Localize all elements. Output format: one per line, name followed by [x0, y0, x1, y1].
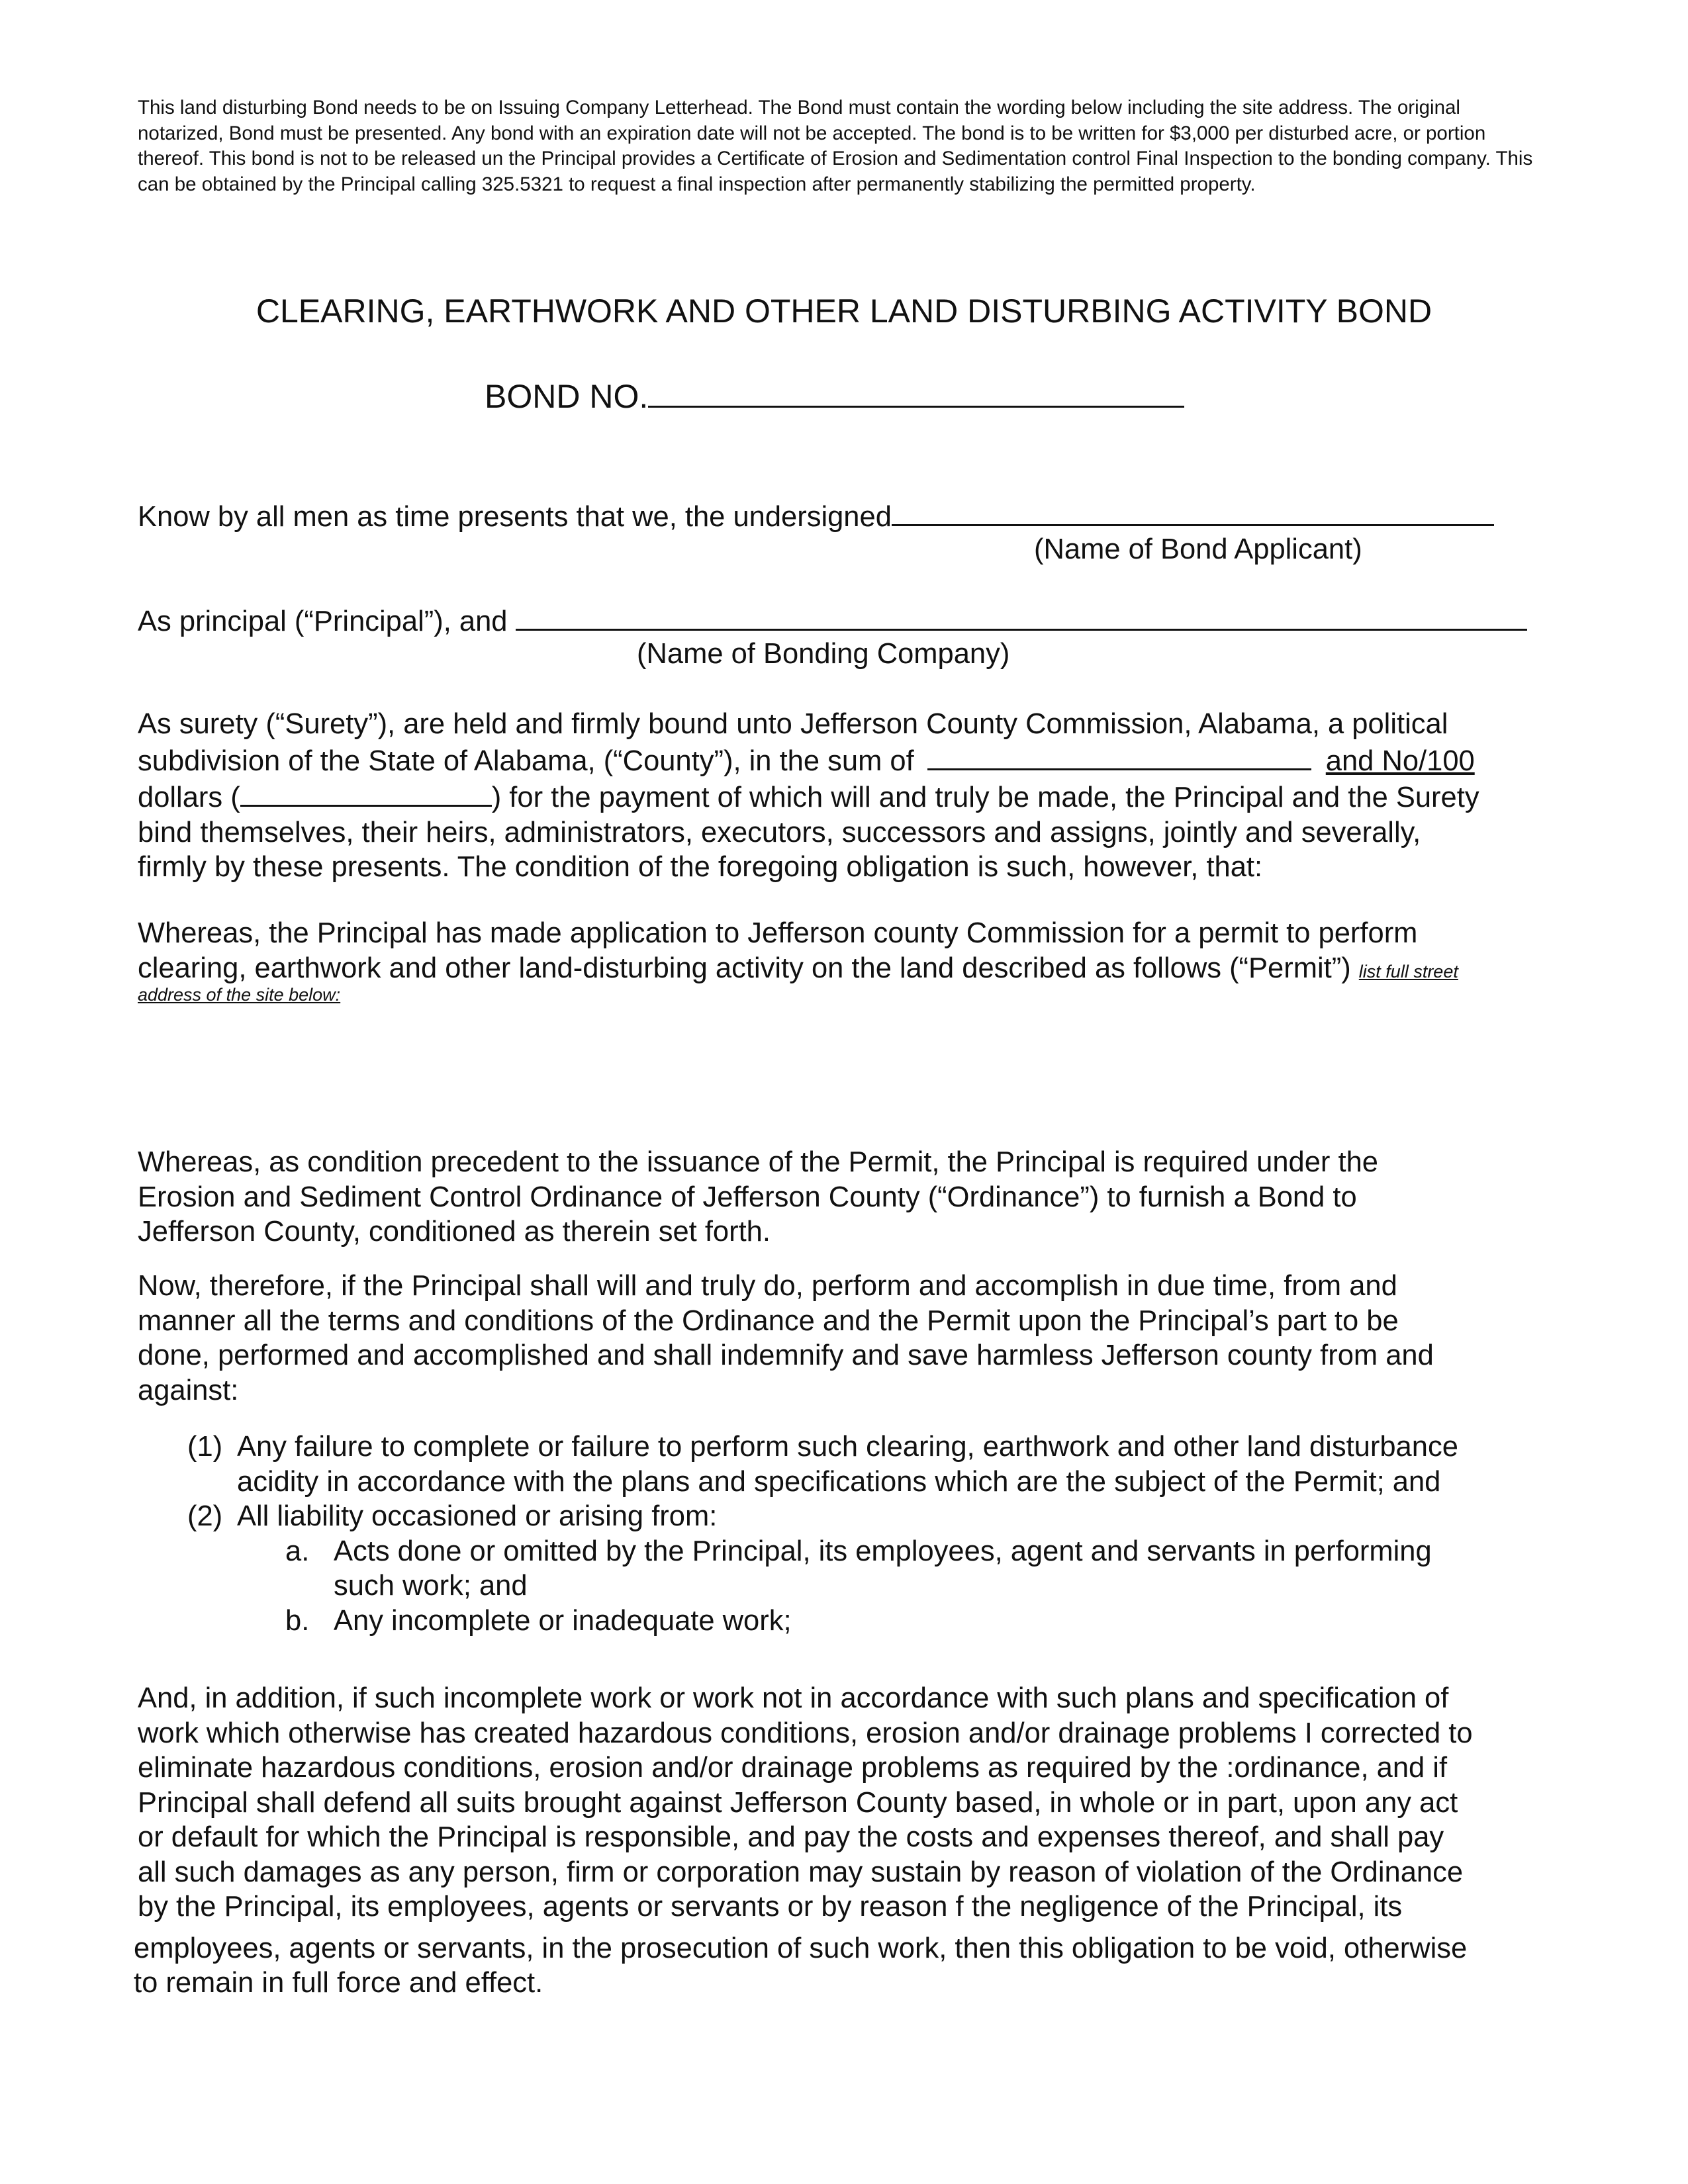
list-number: (2) [187, 1500, 223, 1532]
whereas-ordinance-paragraph [138, 1145, 1554, 1250]
in-addition-line: employees, agents or servants, in the prosecution of such work, then this obligation to be void, otherwise [134, 1932, 1468, 1964]
now-therefore-line: Now, therefore, if the Principal shall will and truly do, perform and accomplish in due time, from and [138, 1270, 1397, 1302]
sub-list-text: Any incomplete or inadequate work; [334, 1604, 792, 1637]
payment-text: ) for the payment of which will and truly be made, the Principal and the Surety [491, 782, 1479, 813]
in-addition-line: eliminate hazardous conditions, erosion and/or drainage problems as required by the :ordinance, and if [138, 1752, 1448, 1784]
whereas-line-2-text: clearing, earthwork and other land-disturbing activity on the land described as follows (“Permit”) [138, 952, 1351, 984]
sub-list-label: b. [285, 1604, 310, 1637]
in-addition-line: or default for which the Principal is responsible, and pay the costs and expenses thereof, and shall pay [138, 1821, 1444, 1853]
sub-list-text: Acts done or omitted by the Principal, its employees, agent and servants in performing [334, 1535, 1432, 1567]
in-addition-line: all such damages as any person, firm or corporation may sustain by reason of violation of the Ordinance [138, 1856, 1464, 1888]
sub-list-item [187, 1534, 1564, 1569]
letterhead-notice: This land disturbing Bond needs to be on Issuing Company Letterhead. The Bond must contain the wording below including the site address. The original notarized, Bond must be presented. Any bond with an expiration date will not be accepted. The bond is to be written for $3,000 per disturbed acre, or portion thereof. This bond is not to be released un the Principal provides a Certificate of Erosion and Sedimentation control Final Inspection to the bonding company. This can be obtained by the Principal calling 325.5321 to request a final inspection after permanently stabilizing the permitted property. [138, 97, 1533, 195]
liability-list [187, 1430, 1564, 1638]
sub-list-label: a. [285, 1535, 310, 1567]
bond-title: CLEARING, EARTHWORK AND OTHER LAND DISTURBING ACTIVITY BOND [256, 293, 1432, 330]
surety-paragraph [138, 707, 1554, 885]
in-addition-line: to remain in full force and effect. [134, 1967, 543, 1999]
bond-number-field[interactable] [648, 374, 1184, 408]
bonding-company-field[interactable] [516, 602, 1527, 631]
sub-list-item-cont: such work; and [334, 1570, 528, 1602]
ordinance-line: Erosion and Sediment Control Ordinance of Jefferson County (“Ordinance”) to furnish a Bond to [138, 1181, 1357, 1213]
bond-applicant-field[interactable] [892, 498, 1494, 526]
dollars-text: dollars ( [138, 782, 240, 813]
now-therefore-line: against: [138, 1374, 239, 1406]
ordinance-line: Whereas, as condition precedent to the issuance of the Permit, the Principal is required under the [138, 1146, 1378, 1178]
surety-line-5: firmly by these presents. The condition of the foregoing obligation is such, however, that: [138, 851, 1263, 883]
surety-sum-text: subdivision of the State of Alabama, (“County”), in the sum of [138, 745, 914, 777]
sub-list-item [187, 1604, 1564, 1639]
bonding-company-caption: (Name of Bonding Company) [637, 638, 1010, 670]
surety-line-1: As surety (“Surety”), are held and firmly bound unto Jefferson County Commission, Alabama, a political [138, 708, 1448, 740]
now-therefore-line: manner all the terms and conditions of the Ordinance and the Permit upon the Principal’s part to be [138, 1304, 1399, 1337]
list-item-text: Any failure to complete or failure to perform such clearing, earthwork and other land disturbance [237, 1431, 1458, 1463]
whereas-line-2 [138, 951, 1554, 989]
know-by-all-men-text: Know by all men as time presents that we, the undersigned [138, 501, 892, 533]
list-item-cont: acidity in accordance with the plans and specifications which are the subject of the Permit; and [237, 1465, 1441, 1498]
now-therefore-paragraph [138, 1269, 1554, 1408]
ordinance-line: Jefferson County, conditioned as therein set forth. [138, 1216, 771, 1248]
in-addition-line: And, in addition, if such incomplete work or work not in accordance with such plans and specification of [138, 1682, 1449, 1714]
in-addition-paragraph [134, 1681, 1568, 2001]
list-item [187, 1499, 1564, 1534]
in-addition-line: by the Principal, its employees, agents or servants or by reason f the negligence of the Principal, its [138, 1891, 1403, 1923]
in-addition-line: Principal shall defend all suits brought against Jefferson County based, in whole or in part, upon any act [138, 1786, 1458, 1819]
dollar-amount-field[interactable] [240, 778, 492, 807]
and-no-100-text: and No/100 [1325, 745, 1475, 777]
applicant-caption: (Name of Bond Applicant) [1034, 533, 1362, 565]
surety-line-4: bind themselves, their heirs, administrators, executors, successors and assigns, jointly and severally, [138, 816, 1421, 848]
whereas-permit-paragraph [138, 916, 1554, 989]
whereas-line-1: Whereas, the Principal has made application to Jefferson county Commission for a permit to perform [138, 917, 1418, 949]
know-by-all-men-line [138, 498, 1494, 535]
site-address-note: list full street [1358, 961, 1458, 981]
list-number: (1) [187, 1431, 223, 1463]
site-address-note-cont: address of the site below: [138, 985, 341, 1005]
sum-amount-field[interactable] [927, 742, 1311, 770]
principal-text: As principal (“Principal”), and [138, 606, 508, 637]
principal-line [138, 602, 1527, 639]
list-item [187, 1430, 1564, 1465]
surety-line-3 [138, 778, 1554, 815]
in-addition-line: work which otherwise has created hazardous conditions, erosion and/or drainage problems I corrected to [138, 1717, 1473, 1749]
list-item-text: All liability occasioned or arising from: [237, 1500, 718, 1532]
bond-number-row [485, 374, 1184, 416]
now-therefore-line: done, performed and accomplished and shall indemnify and save harmless Jefferson county from and [138, 1340, 1434, 1371]
bond-number-label: BOND NO. [485, 378, 649, 415]
surety-line-2 [138, 742, 1554, 779]
